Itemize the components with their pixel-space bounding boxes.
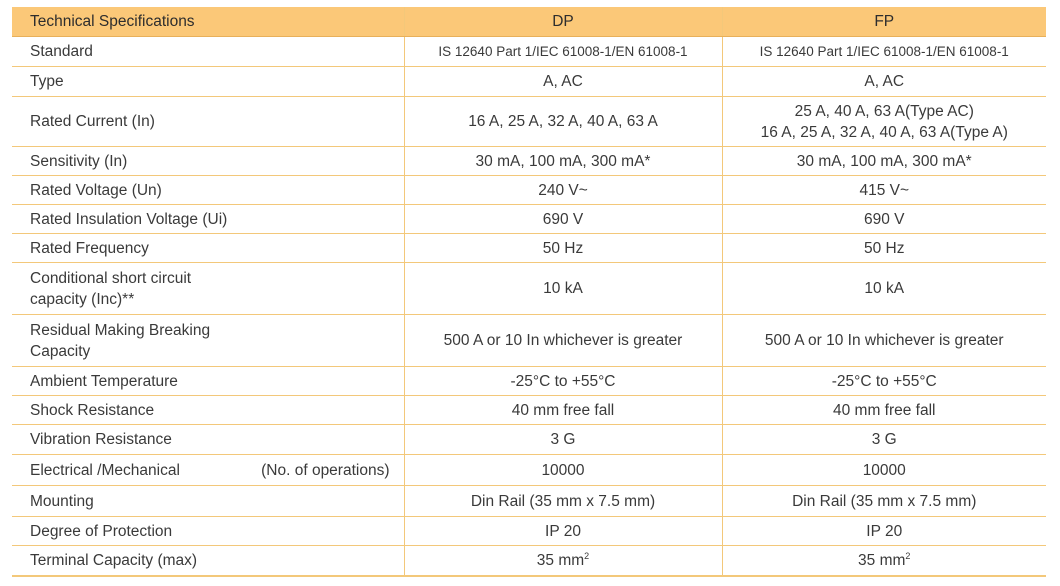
row-dp: IS 12640 Part 1/IEC 61008-1/EN 61008-1: [404, 37, 722, 67]
row-fp: 50 Hz: [722, 234, 1046, 263]
row-fp: Din Rail (35 mm x 7.5 mm): [722, 486, 1046, 517]
row-label: Rated Voltage (Un): [12, 176, 404, 205]
header-title: Technical Specifications: [12, 7, 404, 37]
row-fp: [722, 546, 1046, 576]
row-label: Rated Current (In): [12, 97, 404, 147]
row-label: Vibration Resistance: [12, 425, 404, 455]
table-row: [12, 367, 1046, 396]
row-label-line1: Residual Making Breaking: [30, 321, 211, 339]
row-dp: 40 mm free fall: [404, 396, 722, 425]
row-dp: 3 G: [404, 425, 722, 455]
row-dp: [404, 546, 722, 576]
table-row: [12, 37, 1046, 67]
row-label: [12, 315, 404, 367]
table-row: [12, 147, 1046, 176]
row-label-line2: capacity (Inc)**: [30, 290, 135, 308]
row-dp: 690 V: [404, 205, 722, 234]
row-dp: 30 mA, 100 mA, 300 mA*: [404, 147, 722, 176]
row-label-note: (No. of operations): [261, 461, 390, 479]
table-row: [12, 425, 1046, 455]
table-row: [12, 517, 1046, 546]
row-dp: Din Rail (35 mm x 7.5 mm): [404, 486, 722, 517]
table-row: [12, 176, 1046, 205]
row-label: Standard: [12, 37, 404, 67]
row-label: Rated Insulation Voltage (Ui): [12, 205, 404, 234]
row-fp: 500 A or 10 In whichever is greater: [722, 315, 1046, 367]
table-row: [12, 396, 1046, 425]
row-fp: IS 12640 Part 1/IEC 61008-1/EN 61008-1: [722, 37, 1046, 67]
table-row: [12, 315, 1046, 367]
row-dp: 240 V~: [404, 176, 722, 205]
row-fp: 40 mm free fall: [722, 396, 1046, 425]
row-dp: 10000: [404, 455, 722, 486]
row-dp: A, AC: [404, 67, 722, 97]
unit-superscript: 2: [905, 550, 911, 561]
table-header-row: [12, 7, 1046, 37]
row-label-line2: Capacity: [30, 342, 91, 360]
row-label-line1: Conditional short circuit: [30, 269, 192, 287]
row-fp: 10000: [722, 455, 1046, 486]
row-dp: 50 Hz: [404, 234, 722, 263]
table-row: [12, 263, 1046, 315]
row-fp: 10 kA: [722, 263, 1046, 315]
table-row: [12, 546, 1046, 576]
row-dp: IP 20: [404, 517, 722, 546]
row-label: Shock Resistance: [12, 396, 404, 425]
row-label: Ambient Temperature: [12, 367, 404, 396]
table-row: [12, 205, 1046, 234]
row-fp: 30 mA, 100 mA, 300 mA*: [722, 147, 1046, 176]
row-label: [12, 263, 404, 315]
table-row: [12, 67, 1046, 97]
row-fp: 3 G: [722, 425, 1046, 455]
row-label: Type: [12, 67, 404, 97]
row-fp: [722, 97, 1046, 147]
row-dp: -25°C to +55°C: [404, 367, 722, 396]
row-dp: 500 A or 10 In whichever is greater: [404, 315, 722, 367]
row-fp-value: 35 mm: [858, 551, 906, 569]
unit-superscript: 2: [584, 550, 590, 561]
header-fp: FP: [722, 7, 1046, 37]
row-fp-line2: 16 A, 25 A, 32 A, 40 A, 63 A(Type A): [760, 123, 1008, 141]
row-label: Rated Frequency: [12, 234, 404, 263]
row-label: [12, 455, 404, 486]
table-row: [12, 455, 1046, 486]
row-label: Mounting: [12, 486, 404, 517]
row-fp: 690 V: [722, 205, 1046, 234]
row-label: Degree of Protection: [12, 517, 404, 546]
row-label: Sensitivity (In): [12, 147, 404, 176]
row-dp: 10 kA: [404, 263, 722, 315]
table-row: [12, 97, 1046, 147]
row-dp-value: 35 mm: [536, 551, 585, 569]
row-fp-line1: 25 A, 40 A, 63 A(Type AC): [794, 102, 974, 120]
table-row: [12, 486, 1046, 517]
row-dp: 16 A, 25 A, 32 A, 40 A, 63 A: [404, 97, 722, 147]
header-dp: DP: [404, 7, 722, 37]
row-fp: -25°C to +55°C: [722, 367, 1046, 396]
table-row: [12, 234, 1046, 263]
row-label-main: Electrical /Mechanical: [30, 461, 180, 479]
row-fp: 415 V~: [722, 176, 1046, 205]
technical-specifications-table: [12, 7, 1046, 577]
row-fp: A, AC: [722, 67, 1046, 97]
row-fp: IP 20: [722, 517, 1046, 546]
row-label: Terminal Capacity (max): [12, 546, 404, 576]
